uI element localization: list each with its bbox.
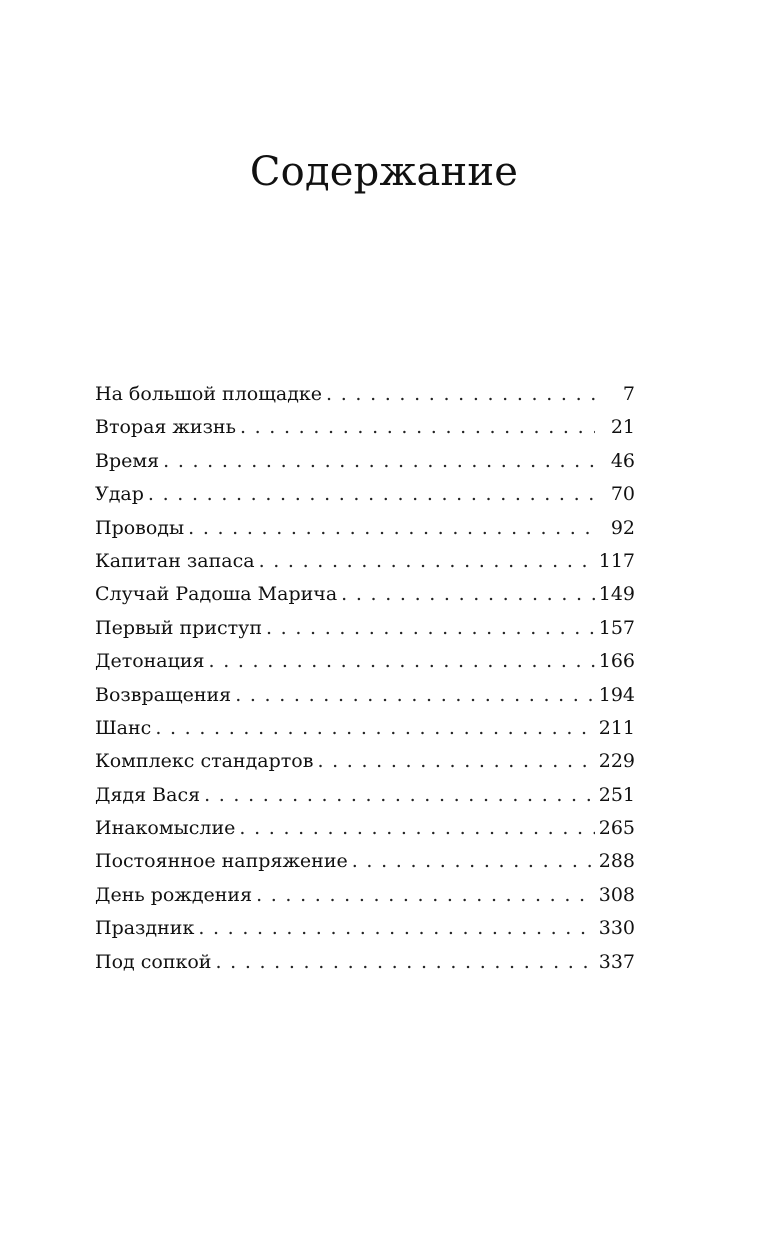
toc-leader-dots xyxy=(352,845,595,878)
toc-entry-title: На большой площадке xyxy=(95,383,323,405)
toc-entry xyxy=(95,779,635,812)
toc-entry xyxy=(95,879,635,912)
toc-entry-page: 92 xyxy=(610,516,635,539)
toc-entry xyxy=(95,545,635,578)
toc-entry-title: Время xyxy=(95,449,160,472)
toc-entry-page: 194 xyxy=(598,683,635,706)
toc-entry xyxy=(95,378,635,411)
toc-entry xyxy=(95,912,635,945)
toc-entry-page: 21 xyxy=(610,416,635,439)
toc-entry-page: 166 xyxy=(598,650,635,673)
toc-leader-dots xyxy=(259,545,595,578)
toc-entry xyxy=(95,946,635,979)
toc-entry-title: Вторая жизнь xyxy=(95,416,236,439)
toc-entry-title: Под сопкой xyxy=(95,950,212,973)
toc-entry-page: 117 xyxy=(598,549,635,572)
toc-entry-page: 149 xyxy=(598,583,635,606)
toc-leader-dots xyxy=(163,445,595,478)
toc-entry-title: Первый приступ xyxy=(95,616,262,639)
toc-entry xyxy=(95,612,635,645)
toc-entry xyxy=(95,645,635,678)
toc-leader-dots xyxy=(341,578,595,611)
toc-entry-title: Шанс xyxy=(95,716,152,739)
toc-entry-title: Случай Радоша Марича xyxy=(95,583,338,606)
toc-entry-page: 7 xyxy=(622,383,635,405)
toc-entry-title: Праздник xyxy=(95,917,195,940)
toc-entry-page: 211 xyxy=(598,716,635,739)
toc-leader-dots xyxy=(326,378,595,411)
toc-entry-title: День рождения xyxy=(95,883,253,906)
toc-entry-page: 330 xyxy=(598,917,635,940)
toc-entry-title: Инакомыслие xyxy=(95,817,236,840)
toc-entry xyxy=(95,478,635,511)
toc-entry-title: Капитан запаса xyxy=(95,549,255,572)
toc-entry-page: 337 xyxy=(598,950,635,973)
toc-entry xyxy=(95,445,635,478)
toc-leader-dots xyxy=(266,612,595,645)
toc-entry-title: Комплекс стандартов xyxy=(95,750,314,773)
toc-entry xyxy=(95,512,635,545)
toc-entry xyxy=(95,745,635,778)
toc-entry xyxy=(95,411,635,444)
toc-leader-dots xyxy=(317,745,595,778)
toc-leader-dots xyxy=(239,812,595,845)
page-title: Содержание xyxy=(249,149,519,195)
toc-entry-page: 288 xyxy=(598,850,635,873)
toc-entry xyxy=(95,845,635,878)
toc-entry-page: 157 xyxy=(598,616,635,639)
toc-entry-page: 251 xyxy=(598,783,635,806)
toc-entry xyxy=(95,712,635,745)
toc-entry xyxy=(95,679,635,712)
toc-entry-title: Удар xyxy=(95,483,144,506)
toc-leader-dots xyxy=(215,946,595,979)
toc-entry-page: 70 xyxy=(610,483,635,506)
toc-leader-dots xyxy=(240,411,595,444)
toc-leader-dots xyxy=(198,912,595,945)
toc-leader-dots xyxy=(148,478,595,511)
toc-leader-dots xyxy=(204,779,595,812)
toc-leader-dots xyxy=(188,512,595,545)
toc-leader-dots xyxy=(256,879,595,912)
toc-entry-page: 46 xyxy=(610,449,635,472)
toc-entry-title: Проводы xyxy=(95,516,185,539)
toc-entry-title: Детонация xyxy=(95,650,205,673)
toc-entry-title: Дядя Вася xyxy=(95,783,201,806)
toc-entry xyxy=(95,578,635,611)
toc-entry-title: Постоянное напряжение xyxy=(95,850,348,873)
table-of-contents xyxy=(95,378,635,979)
toc-leader-dots xyxy=(235,679,595,712)
toc-entry-page: 265 xyxy=(598,817,635,840)
toc-leader-dots xyxy=(209,645,595,678)
toc-entry-title: Возвращения xyxy=(95,683,232,706)
toc-entry-page: 229 xyxy=(598,750,635,773)
toc-entry xyxy=(95,812,635,845)
toc-leader-dots xyxy=(155,712,595,745)
toc-entry-page: 308 xyxy=(598,883,635,906)
